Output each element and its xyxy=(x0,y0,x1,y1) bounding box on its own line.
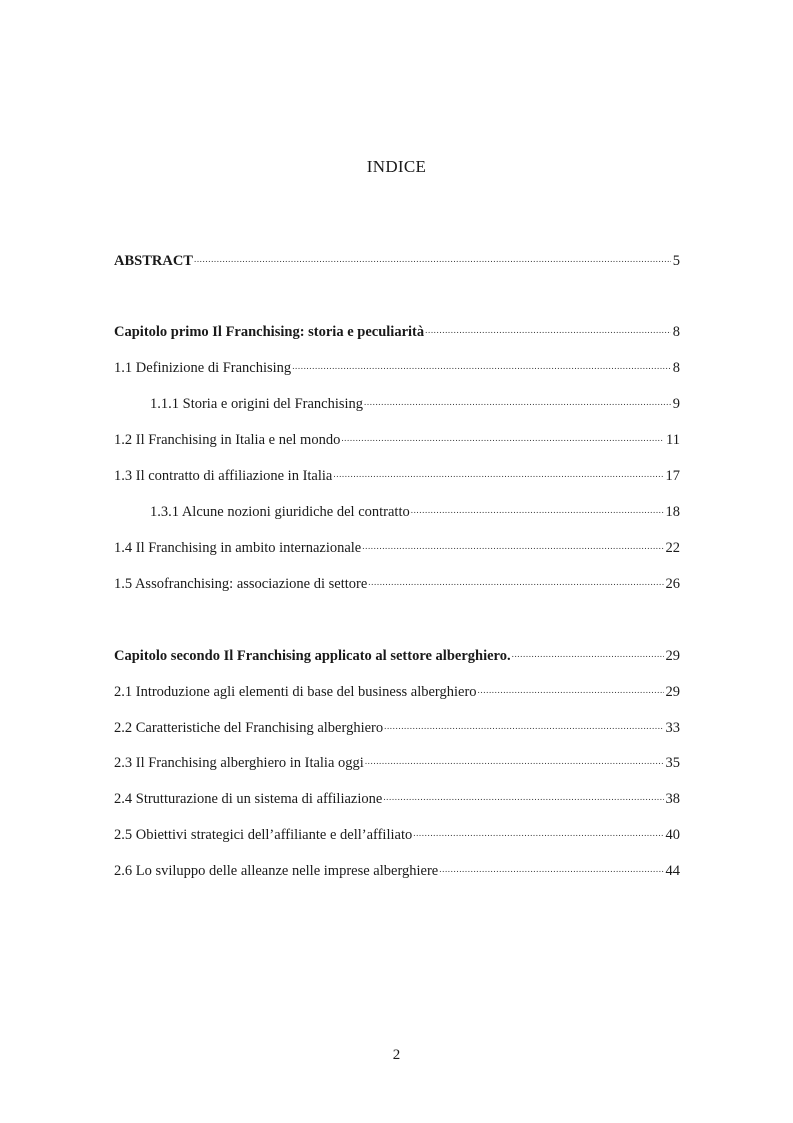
toc-entry-chapter-2[interactable] xyxy=(114,643,680,665)
toc-entry-chapter-1[interactable] xyxy=(114,319,680,341)
toc-entry-page: 5 xyxy=(672,253,680,269)
toc-entry-label: 2.2 Caratteristiche del Franchising alberghiero xyxy=(114,720,384,736)
toc-entry-1-5[interactable] xyxy=(114,571,680,593)
toc-entry-page: 17 xyxy=(665,468,680,484)
toc-entry-label: 1.2 Il Franchising in Italia e nel mondo xyxy=(114,432,341,448)
toc-leader-dots xyxy=(383,790,663,808)
toc-entry-label: 1.3.1 Alcune nozioni giuridiche del contratto xyxy=(150,504,410,520)
toc-leader-dots xyxy=(341,431,664,449)
toc-leader-dots xyxy=(365,754,664,772)
toc-entry-page: 38 xyxy=(665,791,680,807)
toc-entry-2-1[interactable] xyxy=(114,679,680,701)
toc-leader-dots xyxy=(478,683,664,701)
toc-entry-1-1-1[interactable] xyxy=(114,391,680,413)
toc-leader-dots xyxy=(333,467,663,485)
toc-entry-1-3-1[interactable] xyxy=(114,499,680,521)
toc-entry-abstract[interactable] xyxy=(114,248,680,270)
toc-leader-dots xyxy=(413,826,663,844)
toc-entry-1-4[interactable] xyxy=(114,535,680,557)
toc-entry-label: 1.1 Definizione di Franchising xyxy=(114,360,292,376)
toc-leader-dots xyxy=(292,359,671,377)
toc-entry-2-5[interactable] xyxy=(114,822,680,844)
toc-entry-2-4[interactable] xyxy=(114,786,680,808)
toc-entry-label: Capitolo secondo Il Franchising applicato al settore alberghiero. xyxy=(114,648,511,664)
toc-leader-dots xyxy=(425,323,671,341)
toc-entry-label: 2.5 Obiettivi strategici dell’affiliante e dell’affiliato xyxy=(114,827,413,843)
toc-entry-label: ABSTRACT xyxy=(114,253,193,269)
toc-entry-page: 35 xyxy=(665,755,680,771)
toc-leader-dots xyxy=(384,719,663,737)
page-number: 2 xyxy=(392,1047,401,1063)
toc-entry-2-2[interactable] xyxy=(114,715,680,737)
toc-entry-label: 1.3 Il contratto di affiliazione in Italia xyxy=(114,468,333,484)
toc-entry-label: 1.1.1 Storia e origini del Franchising xyxy=(150,396,364,412)
toc-entry-page: 9 xyxy=(672,396,680,412)
toc-entry-label: 2.1 Introduzione agli elementi di base del business alberghiero xyxy=(114,684,477,700)
toc-entry-label: 2.3 Il Franchising alberghiero in Italia oggi xyxy=(114,755,364,771)
toc-leader-dots xyxy=(364,395,671,413)
toc-entry-2-6[interactable] xyxy=(114,858,680,880)
toc-entry-page: 11 xyxy=(666,432,680,448)
toc-entry-label: 2.6 Lo sviluppo delle alleanze nelle imprese alberghiere xyxy=(114,863,439,879)
toc-entry-page: 44 xyxy=(665,863,680,879)
toc-entry-page: 18 xyxy=(665,504,680,520)
toc-entry-1-1[interactable] xyxy=(114,355,680,377)
toc-entry-label: Capitolo primo Il Franchising: storia e peculiarità xyxy=(114,324,425,340)
toc-entry-1-2[interactable] xyxy=(114,427,680,449)
toc-entry-1-3[interactable] xyxy=(114,463,680,485)
toc-entry-page: 40 xyxy=(665,827,680,843)
toc-entry-page: 29 xyxy=(665,684,680,700)
toc-leader-dots xyxy=(512,647,664,665)
toc-entry-label: 1.4 Il Franchising in ambito internazionale xyxy=(114,540,362,556)
toc-leader-dots xyxy=(411,503,664,521)
toc-entry-page: 33 xyxy=(665,720,680,736)
toc-entry-page: 22 xyxy=(665,540,680,556)
toc-entry-page: 8 xyxy=(672,324,680,340)
toc-leader-dots xyxy=(368,575,663,593)
toc-entry-2-3[interactable] xyxy=(114,750,680,772)
toc-entry-page: 8 xyxy=(672,360,680,376)
toc-leader-dots xyxy=(194,252,671,270)
toc-leader-dots xyxy=(439,862,663,880)
toc-leader-dots xyxy=(362,539,663,557)
toc-entry-label: 1.5 Assofranchising: associazione di settore xyxy=(114,576,368,592)
toc-entry-label: 2.4 Strutturazione di un sistema di affiliazione xyxy=(114,791,383,807)
page-title: INDICE xyxy=(366,157,427,176)
toc-entry-page: 26 xyxy=(665,576,680,592)
toc-entry-page: 29 xyxy=(665,648,680,664)
